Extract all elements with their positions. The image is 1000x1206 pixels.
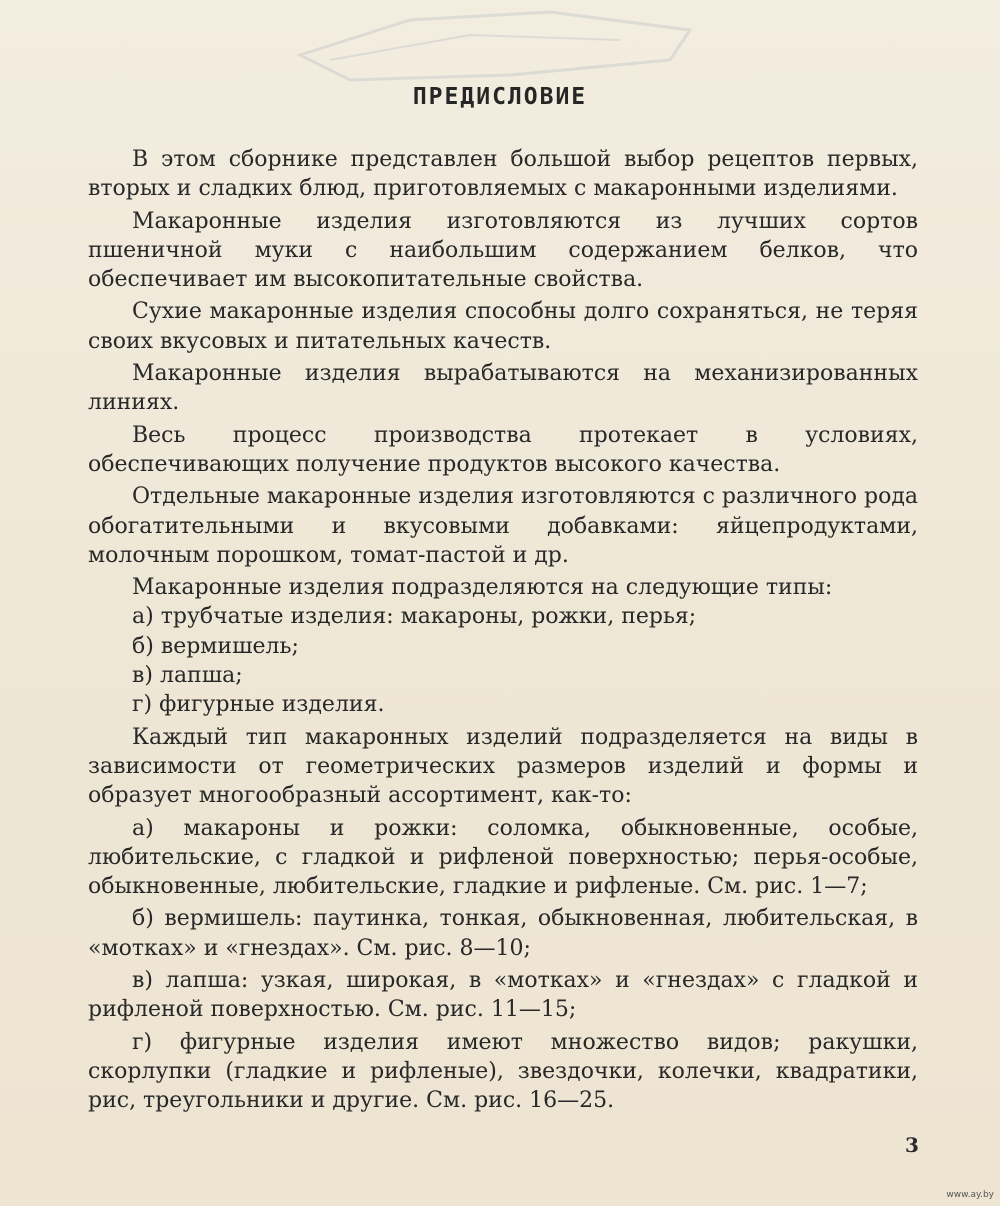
paragraph-additives: Отдельные макаронные изделия изготовляются с различного рода обогатительными и вкусовыми добавками: яйцепродуктами, молочным порошком, томат-пастой и др. bbox=[88, 484, 918, 568]
list-item-shaped: г) фигурные изделия. bbox=[132, 692, 385, 718]
assortment-item-vermicelli: б) вермишель: паутинка, тонкая, обыкновенная, любительская, в «мотках» и «гнездах». См. рис. 8—10; bbox=[88, 906, 918, 961]
page-title: ПРЕДИСЛОВИЕ bbox=[412, 84, 588, 110]
list-item-noodles: в) лапша; bbox=[132, 663, 243, 689]
preface-text bbox=[88, 145, 918, 1116]
paragraph-quality: Весь процесс производства протекает в условиях, обеспечивающих получение продуктов высокого качества. bbox=[88, 422, 918, 477]
watermark: www.ay.by bbox=[946, 1190, 994, 1200]
assortment-item-macaroni: а) макароны и рожки: соломка, обыкновенные, особые, любительские, с гладкой и рифленой поверхностью; перья-особые, обыкновенные, любительские, гладкие и рифленые. См. рис. 1—7; bbox=[88, 815, 918, 900]
page-number: 3 bbox=[905, 1133, 919, 1157]
assortment-item-noodles: в) лапша: узкая, широкая, в «мотках» и «гнездах» с гладкой и рифленой поверхностью. См. рис. 11—15; bbox=[88, 968, 918, 1023]
show-through-illustration bbox=[290, 0, 710, 90]
paragraph-storage: Сухие макаронные изделия способны долго сохраняться, не теряя своих вкусовых и питательных качеств. bbox=[88, 299, 918, 354]
paragraph-types-intro: Макаронные изделия подразделяются на следующие типы: bbox=[132, 575, 833, 601]
assortment-item-shaped: г) фигурные изделия имеют множество видов; ракушки, скорлупки (гладкие и рифленые), звездочки, колечки, квадратики, рис, треугольники и другие. См. рис. 16—25. bbox=[88, 1029, 918, 1114]
paragraph-flour: Макаронные изделия изготовляются из лучших сортов пшеничной муки с наибольшим содержанием белков, что обеспечивает им высокопитательные свойства. bbox=[88, 208, 918, 293]
list-item-vermicelli: б) вермишель; bbox=[132, 633, 299, 659]
paragraph-intro: В этом сборнике представлен большой выбор рецептов первых, вторых и сладких блюд, приготовляемых с макаронными изделиями. bbox=[88, 147, 918, 202]
paragraph-production-lines: Макаронные изделия вырабатываются на механизированных линиях. bbox=[88, 361, 918, 416]
list-item-tubular: а) трубчатые изделия: макароны, рожки, перья; bbox=[132, 604, 697, 630]
paragraph-assortment: Каждый тип макаронных изделий подразделяется на виды в зависимости от геометрических размеров изделий и формы и образует многообразный ассортимент, как-то: bbox=[88, 724, 918, 809]
